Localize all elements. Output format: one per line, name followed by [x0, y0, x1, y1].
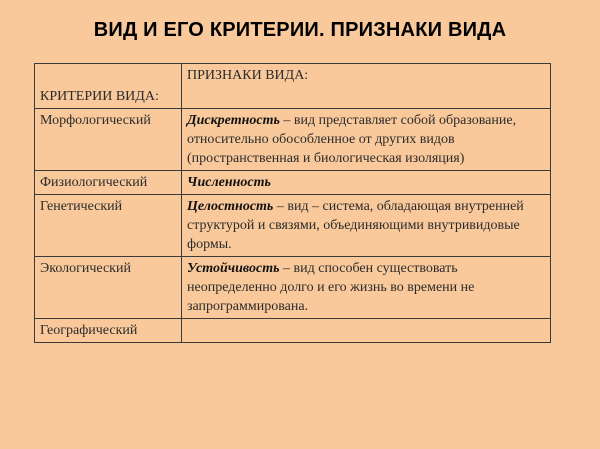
- sign-term: Устойчивость: [187, 261, 280, 276]
- table-row: [35, 109, 551, 171]
- table-row: [35, 257, 551, 319]
- criterion-cell: Экологический: [35, 257, 182, 319]
- criterion-cell: Морфологический: [35, 109, 182, 171]
- criterion-cell: Географический: [35, 319, 182, 343]
- table-row: [35, 195, 551, 257]
- sign-cell: [182, 257, 551, 319]
- sign-description: – вид способен существовать неопределенно долго и его жизнь во времени не запрограммирована.: [187, 261, 475, 314]
- sign-term: Дискретность: [187, 113, 280, 128]
- header-signs: ПРИЗНАКИ ВИДА:: [182, 64, 551, 109]
- table-row: [35, 171, 551, 195]
- table-row: [35, 319, 551, 343]
- sign-term: Целостность: [187, 199, 274, 214]
- sign-cell: [182, 171, 551, 195]
- criterion-cell: Физиологический: [35, 171, 182, 195]
- sign-cell: [182, 319, 551, 343]
- sign-description: – вид – система, обладающая внутренней структурой и связями, объединяющими внутривидовые формы.: [187, 199, 524, 252]
- header-criteria: КРИТЕРИИ ВИДА:: [35, 64, 182, 109]
- sign-cell: [182, 109, 551, 171]
- criterion-cell: Генетический: [35, 195, 182, 257]
- table-header-row: [35, 64, 551, 109]
- criteria-table: [34, 63, 551, 343]
- sign-cell: [182, 195, 551, 257]
- sign-description: – вид представляет собой образование, относительно обособленное от других видов (пространственная и биологическая изоляция): [187, 113, 517, 166]
- sign-term: Численность: [187, 175, 271, 190]
- slide-title: ВИД И ЕГО КРИТЕРИИ. ПРИЗНАКИ ВИДА: [93, 19, 507, 41]
